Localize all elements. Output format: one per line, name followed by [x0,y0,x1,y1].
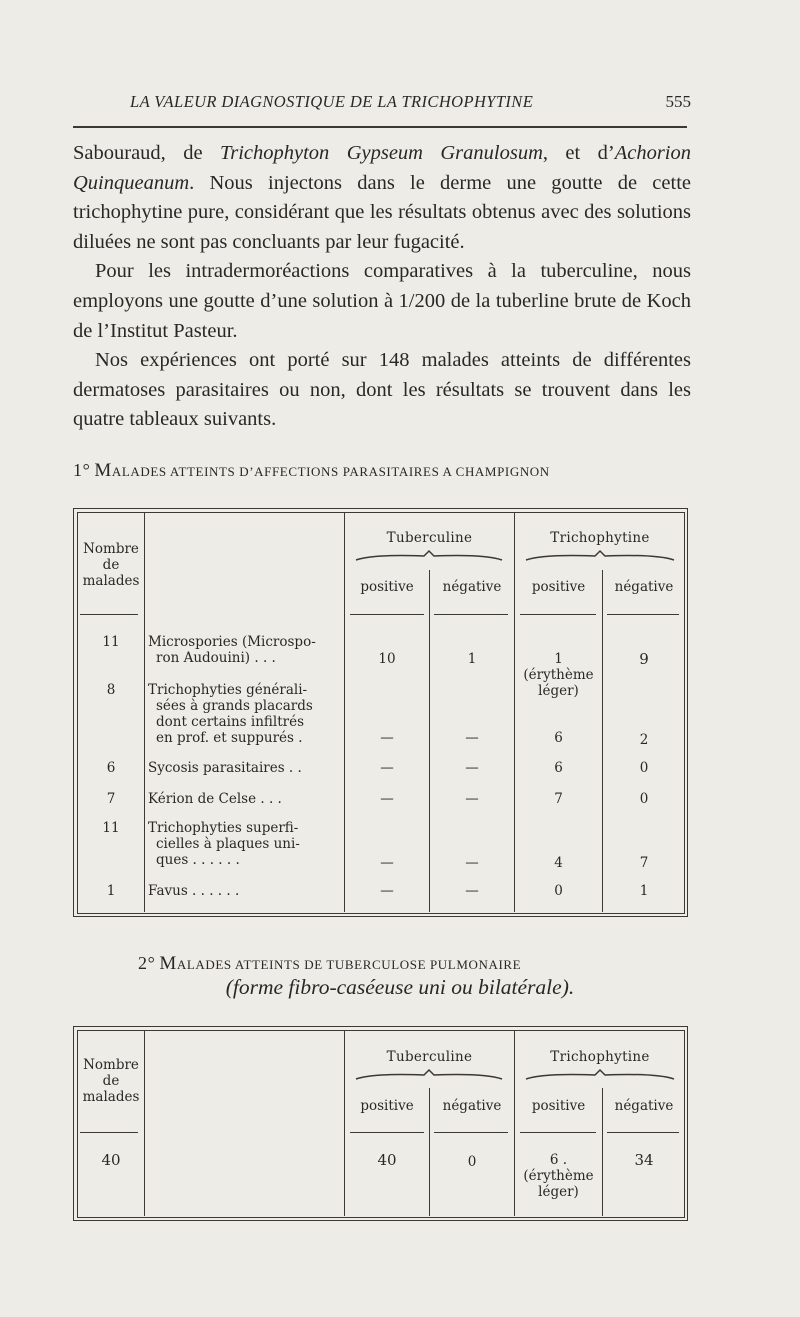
t2-tri-pos-note-1: (érythème [523,1168,594,1184]
table-2-header-trichophytine: Trichophytine [550,1049,650,1065]
r1-desc-1: Microspories (Microspo- [148,634,316,650]
table-1-row-4-tri-pos: 7 [554,791,563,807]
body-text [73,139,691,435]
table-2-row-tri-pos [515,1152,602,1200]
table-2-brace-trichophytine [524,1068,676,1082]
table-1-row-1-tub-neg: 1 [467,651,477,667]
p1-italic-species-2: Achorion Quinqueanum [73,142,691,194]
hdr-nombre-3: malades [82,573,140,589]
table-2-col-sep-1 [144,1031,145,1216]
table-2-row-tub-pos: 40 [377,1151,397,1169]
table-1-row-2-tri-neg: 2 [639,732,649,748]
table-2-head-rule-4 [520,1132,596,1133]
table-1-row-6-tub-pos: — [380,883,394,899]
table-1-row-1-count: 11 [102,634,120,650]
table-1-row-3-count: 6 [106,760,116,776]
table-1-row-3-tri-pos: 6 [554,760,563,776]
table-1-row-6-desc: Favus . . . . . . [148,883,240,899]
table-1-row-1-tri-pos [515,651,602,699]
r5-desc-2: cielles à plaques uni- [156,836,300,852]
table-1-row-3-tri-neg: 0 [639,760,649,776]
table-2-head-rule-5 [607,1132,679,1133]
r1-tri-pos-note-2: léger) [538,683,579,699]
t2-tri-pos-note-2: léger) [538,1184,579,1200]
r1-tri-pos-note-1: (érythème [523,667,594,683]
table-1-header-nombre [78,541,144,589]
table-1-row-4-desc: Kérion de Celse . . . [148,791,282,807]
table-1-row-6-tri-neg: 1 [639,883,649,899]
table-1-head-rule-4 [520,614,596,615]
paragraph-3: Nos expériences ont porté sur 148 malades atteints de différentes dermatoses parasitaires ou non, dont les résultats se trouvent dans les quatre tableaux suivants. [73,349,691,431]
table-1-col-sep-1 [144,513,145,912]
r2-desc-4: en prof. et suppurés . [156,730,303,746]
section-2-subtitle: (forme fibro-caséeuse uni ou bilatérale). [225,975,575,999]
table-1-header-tri-positive: positive [531,579,586,595]
p1-text-3: . Nous injectons dans le derme une goutte de cette trichophytine pure, considérant que les résultats obtenus avec des solutions diluées ne sont pas concluants par leur fugacité. [73,171,691,253]
hdr-nombre-2: de [102,557,120,573]
page-number: 555 [665,92,691,111]
hdr-nombre-1: Nombre [83,541,139,557]
table-1-header-tuberculine: Tuberculine [386,530,473,546]
table-2-head-rule-3 [434,1132,508,1133]
table-1-row-5-tub-pos: — [380,855,394,871]
header-rule [73,126,687,128]
table-1-head-rule-2 [350,614,424,615]
table-1-row-5-count: 11 [102,820,120,836]
table-1-header-tub-negative: négative [442,579,502,595]
table-1-row-6-count: 1 [106,883,116,899]
table-1-head-rule-5 [607,614,679,615]
table-2-row-tri-neg: 34 [634,1151,654,1169]
table-2-header-nombre [78,1057,144,1105]
table-2-header-tub-negative: négative [442,1098,502,1114]
table-1-row-4-tub-neg: — [465,791,479,807]
table-1-row-2-tub-neg: — [465,730,479,746]
table-1-header-trichophytine: Trichophytine [550,530,650,546]
table-2-head-rule-1 [80,1132,138,1133]
table-1-row-6-tub-neg: — [465,883,479,899]
table-2-brace-tuberculine [354,1068,504,1082]
paragraph-1 [73,139,691,257]
r5-desc-1: Trichophyties superfi- [148,820,299,836]
table-1-row-1-tub-pos: 10 [378,651,396,667]
table-1-row-2-count: 8 [106,682,116,698]
p1-text-2: , et d’ [542,142,615,164]
p1-italic-species-1: Trichophyton Gypseum Granulosum [219,142,543,164]
table-2-head-rule-2 [350,1132,424,1133]
table-1-row-2-tri-pos: 6 [554,730,563,746]
table-1-row-5-desc [148,820,300,868]
r5-desc-3: ques . . . . . . [156,852,240,868]
r1-tri-pos-value: 1 [554,651,563,667]
p1-text-1: Sabouraud, de [73,142,220,164]
table-1-row-3-tub-pos: — [380,760,394,776]
paragraph-2: Pour les intradermoréactions comparatives à la tuberculine, nous employons une goutte d’une solution à 1/200 de la tuberline brute de Koch de l’Institut Pasteur. [73,260,691,342]
table-2-row-count: 40 [101,1151,121,1169]
table-1-brace-tuberculine [354,549,504,563]
table-1-row-5-tri-pos: 4 [554,855,563,871]
r2-desc-1: Trichophyties générali- [148,682,308,698]
table-1-row-1-tri-neg: 9 [639,650,649,668]
table-1-head-rule-1 [80,614,138,615]
section-1-cap: M [94,460,112,481]
t2-tri-pos-value: 6 . [549,1152,568,1168]
table-2-header-tri-positive: positive [531,1098,586,1114]
table-1-row-1-desc [148,634,316,666]
table-1-row-5-tri-neg: 7 [639,855,649,871]
table-1-row-3-tub-neg: — [465,760,479,776]
table-2-header-tuberculine: Tuberculine [386,1049,473,1065]
section-1-number: 1° [73,460,91,480]
table-1-header-tri-negative: négative [614,579,674,595]
table-2-header-tub-positive: positive [360,1098,414,1114]
table-1-row-4-tub-pos: — [380,791,394,807]
table-1-row-2-tub-pos: — [380,730,394,746]
table-1-col-sep-4 [514,513,515,912]
table-1-row-3-desc: Sycosis parasitaires . . [148,760,302,776]
section-1-title: ALADES ATTEINTS D’AFFECTIONS PARASITAIRES A CHAMPIGNON [111,464,550,479]
section-2-cap: M [159,953,177,974]
table-1-brace-trichophytine [524,549,676,563]
section-2-heading [138,953,521,975]
table-1-header-tub-positive: positive [360,579,414,595]
table-2-header-tri-negative: négative [614,1098,674,1114]
running-title: LA VALEUR DIAGNOSTIQUE DE LA TRICHOPHYTINE [130,92,534,111]
table-1-row-4-count: 7 [106,791,116,807]
r2-desc-3: dont certains infiltrés [156,714,305,730]
section-2-number: 2° [138,953,156,973]
running-head [75,92,691,116]
t2-hdr-nombre-3: malades [82,1089,140,1105]
table-1-col-sep-2 [344,513,345,912]
r2-desc-2: sées à grands placards [156,698,313,714]
table-1-row-6-tri-pos: 0 [554,883,563,899]
table-2-row-tub-neg: 0 [467,1154,477,1170]
t2-hdr-nombre-1: Nombre [83,1057,139,1073]
table-1-row-5-tub-neg: — [465,855,479,871]
section-1-heading [73,460,550,482]
t2-hdr-nombre-2: de [102,1073,120,1089]
r1-desc-2: ron Audouini) . . . [156,650,276,666]
table-1-row-4-tri-neg: 0 [639,791,649,807]
section-2-title: ALADES ATTEINTS DE TUBERCULOSE PULMONAIRE [176,957,522,972]
table-1-head-rule-3 [434,614,508,615]
table-1-row-2-desc [148,682,313,746]
